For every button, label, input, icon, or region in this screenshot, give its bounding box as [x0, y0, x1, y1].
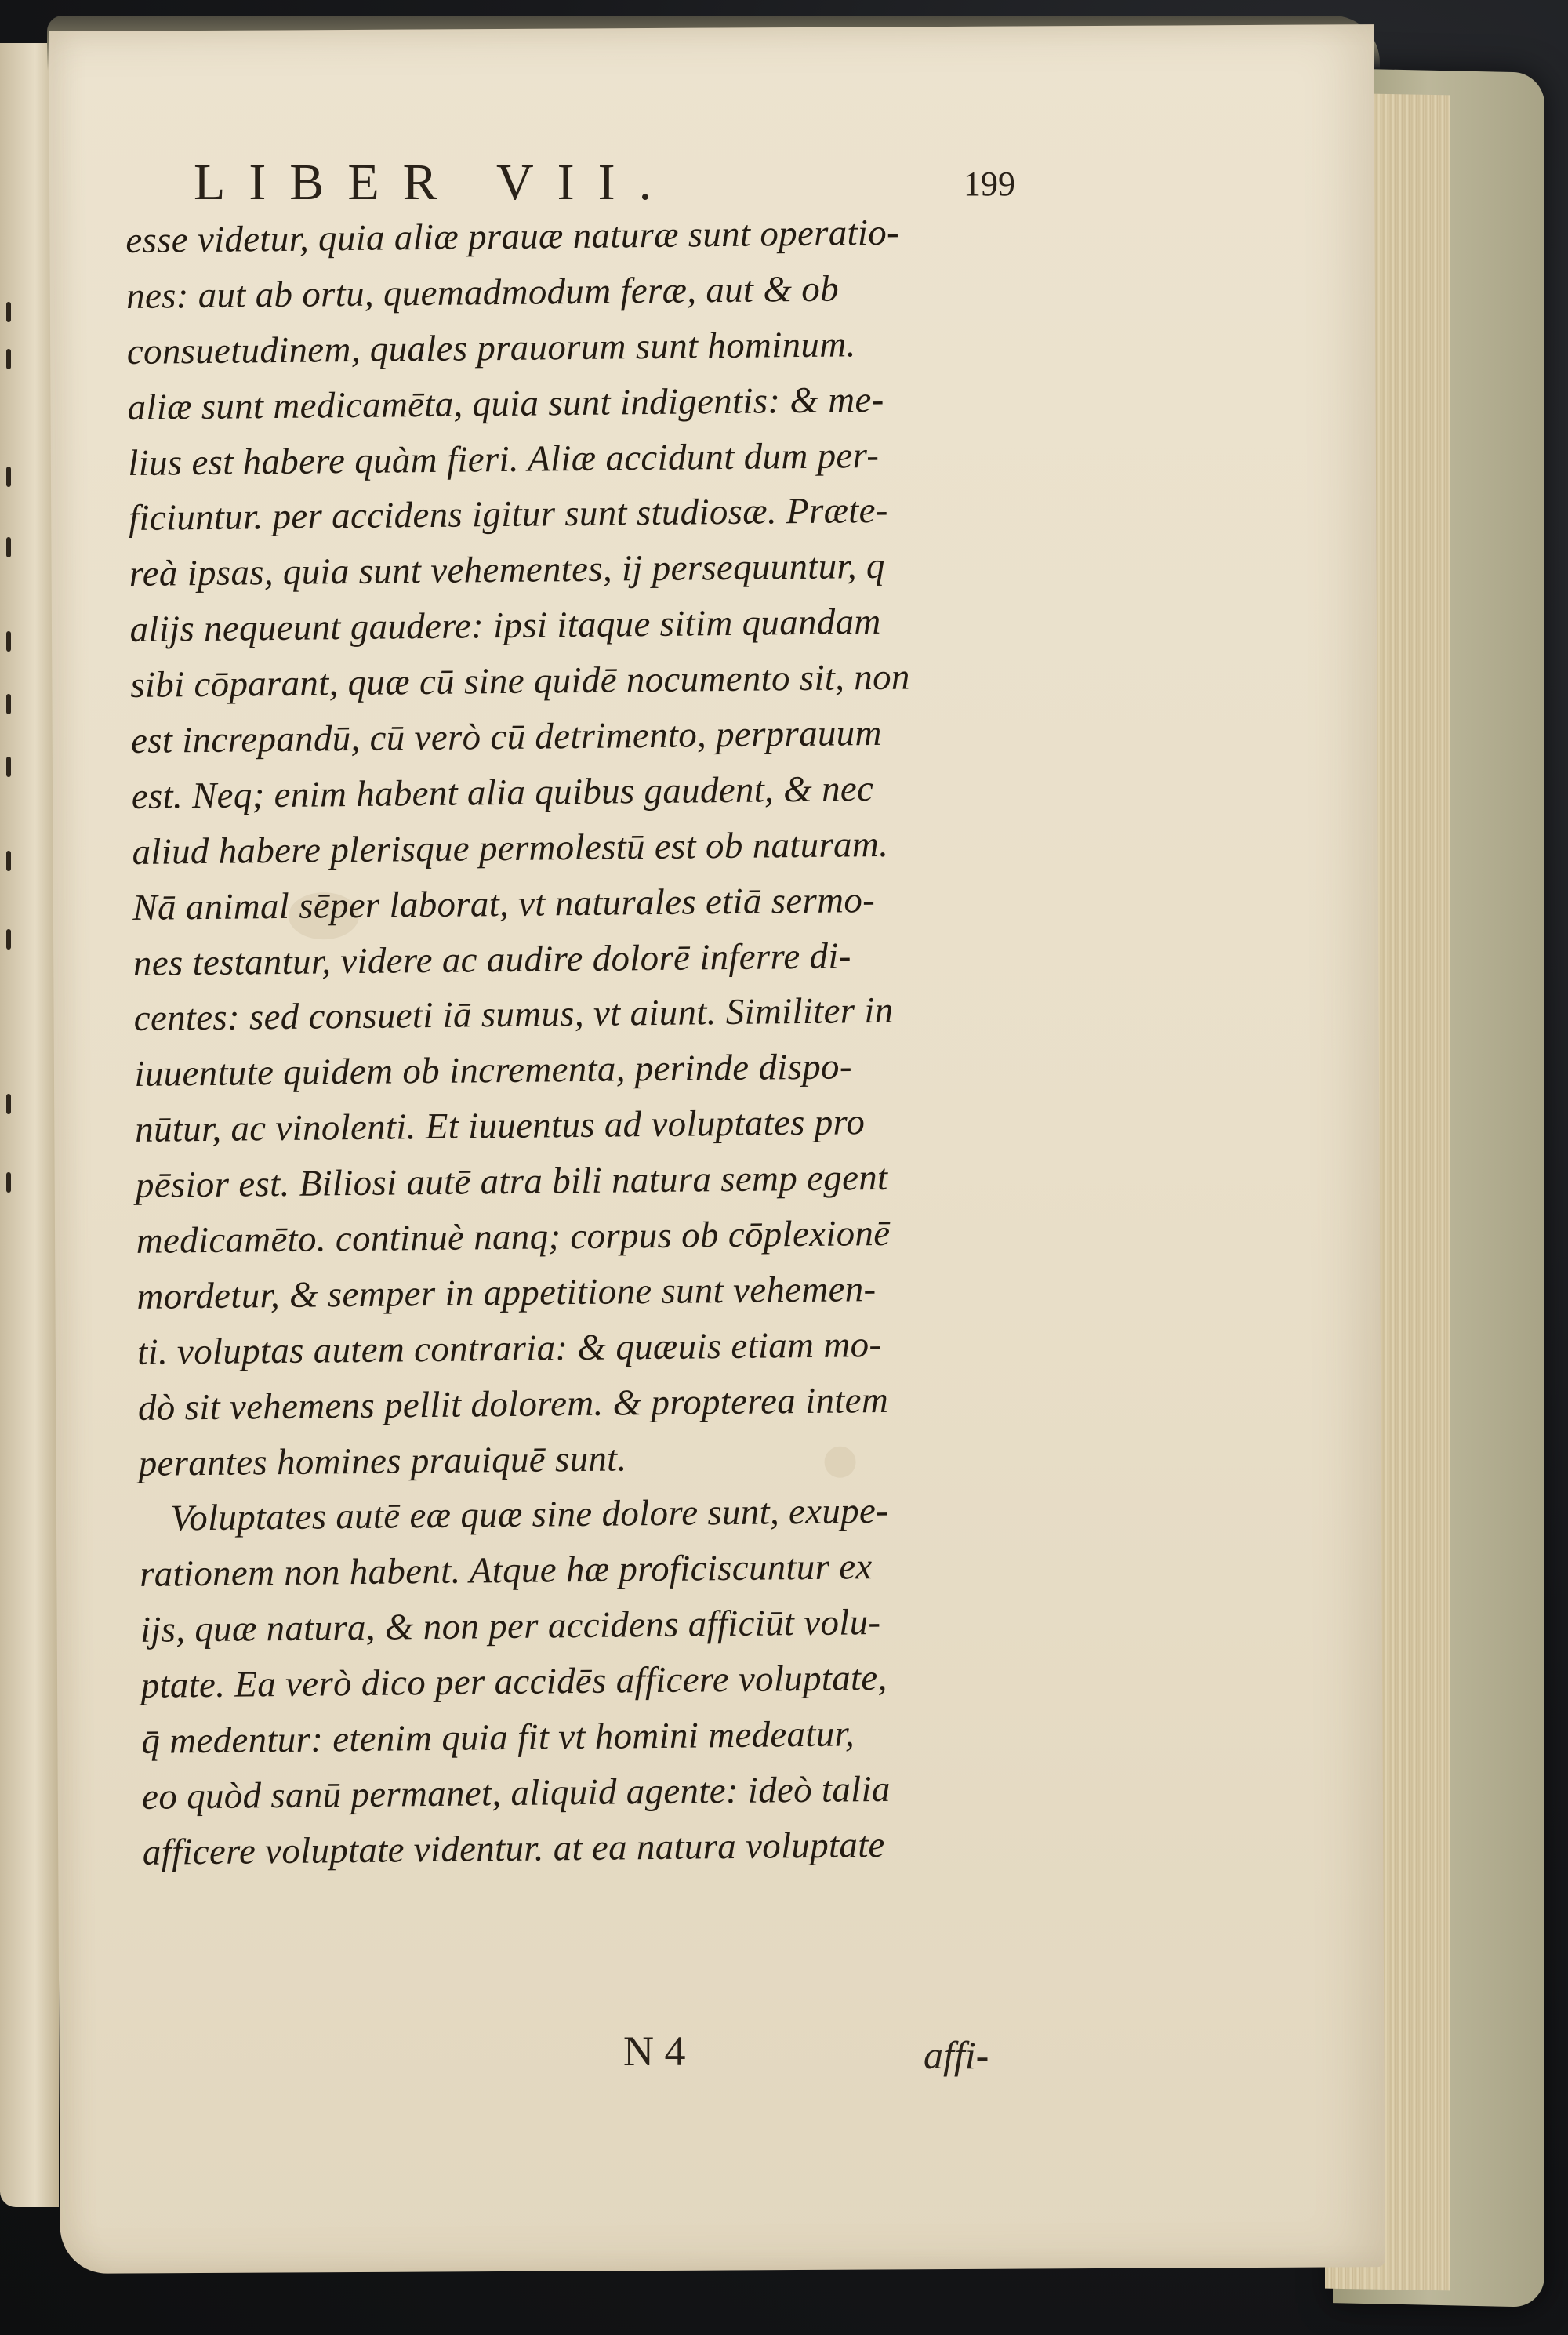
text-line: Nā animal sēper laborat, vt naturales etiā sermo-	[132, 879, 876, 928]
text-line: esse videtur, quia aliæ prauæ naturæ sunt operatio-	[125, 212, 900, 261]
text-line: Voluptates autē eæ quæ sine dolore sunt, exupe-	[170, 1491, 889, 1539]
text-line: perantes homines prauiquē sunt.	[138, 1437, 627, 1484]
catchword: affi-	[924, 2033, 989, 2077]
text-line: ptate. Ea verò dico per accidēs afficere voluptate,	[140, 1658, 887, 1707]
text-line: eo quòd sanū permanet, aliquid agente: ideò talia	[141, 1768, 891, 1818]
text-line: q̄ medentur: etenim quia fit vt homini medeatur,	[141, 1713, 855, 1762]
text-line: ficiuntur. per accidens igitur sunt studiosæ. Præte-	[128, 490, 888, 539]
text-line: alijs nequeunt gaudere: ipsi itaque sitim quandam	[129, 601, 881, 651]
text-line: nes testantur, videre ac audire dolorē inferre di-	[132, 935, 851, 984]
text-line: est increpandū, cū verò cū detrimento, perprauum	[130, 712, 882, 761]
text-line: aliud habere plerisque permolestū est ob naturam.	[132, 823, 889, 873]
text-line: rationem non habent. Atque hæ proficiscuntur ex	[139, 1546, 873, 1596]
text-line: aliæ sunt medicamēta, quia sunt indigentis: & me-	[127, 379, 884, 428]
text-line: centes: sed consueti iā sumus, vt aiunt. Similiter in	[133, 990, 894, 1040]
text-line: pēsior est. Biliosi autē atra bili natura semp egent	[135, 1157, 888, 1207]
text-line: est. Neq; enim habent alia quibus gaudent, & nec	[131, 768, 874, 817]
page-number: 199	[964, 165, 1015, 203]
text-line: iuuentute quidem ob incrementa, perinde dispo-	[134, 1046, 853, 1095]
text-line: reà ipsas, quia sunt vehementes, ij persequuntur, q	[129, 546, 885, 595]
text-line: ijs, quæ natura, & non per accidens afficiūt volu-	[140, 1602, 881, 1651]
text-line: mordetur, & semper in appetitione sunt vehemen-	[136, 1268, 877, 1317]
text-line: medicamēto. continuè nanq; corpus ob cōplexionē	[136, 1212, 891, 1262]
text-line: dò sit vehemens pellit dolorem. & propterea intem	[137, 1379, 889, 1429]
text-line: nūtur, ac vinolenti. Et iuuentus ad voluptates pro	[134, 1102, 866, 1151]
body-text	[125, 204, 1013, 1880]
text-line: consuetudinem, quales prauorum sunt hominum.	[126, 324, 856, 372]
signature-mark: N 4	[623, 2028, 686, 2075]
text-line: afficere voluptate videntur. at ea natura voluptate	[142, 1824, 885, 1873]
running-head: LIBER VII.	[194, 154, 676, 211]
text-line: nes: aut ab ortu, quemadmodum feræ, aut & ob	[125, 268, 840, 317]
text-line: lius est habere quàm fieri. Aliæ accidunt dum per-	[128, 434, 880, 484]
text-line: ti. voluptas autem contraria: & quæuis etiam mo-	[136, 1324, 882, 1373]
left-page-text-remnants	[6, 302, 45, 1243]
text-line: sibi cōparant, quæ cū sine quidē nocumento sit, non	[130, 656, 910, 706]
